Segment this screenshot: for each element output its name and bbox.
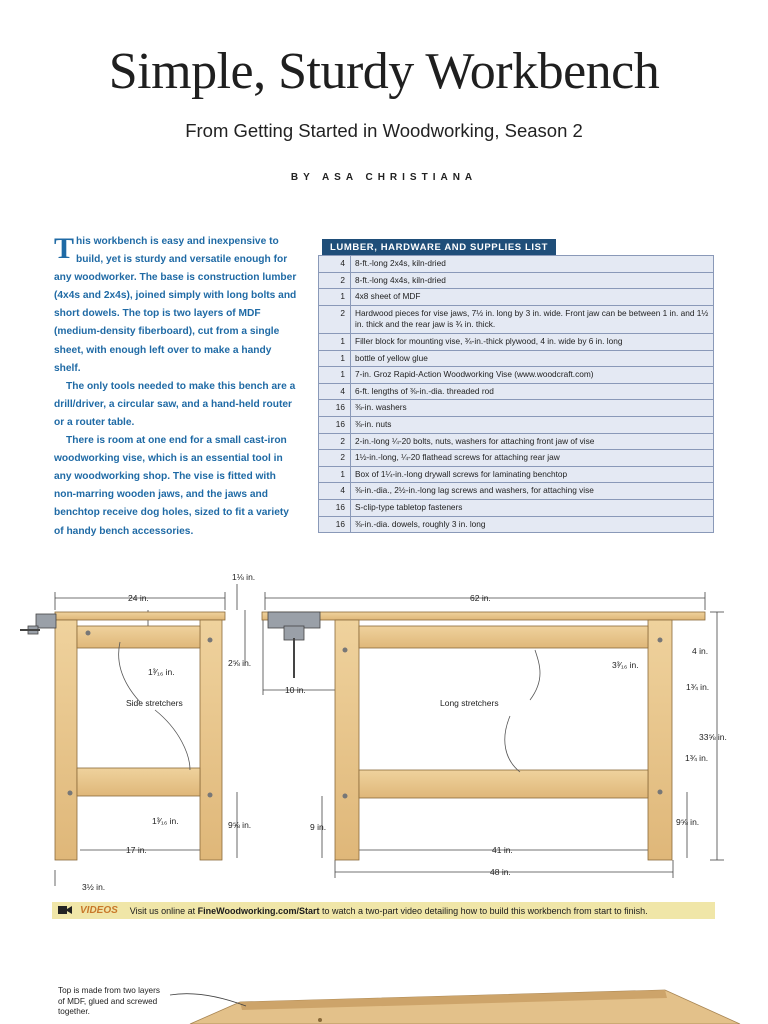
byline: BY ASA CHRISTIANA xyxy=(290,172,478,183)
supplies-item: ⅜-in.-dia. dowels, roughly 3 in. long xyxy=(351,516,714,533)
dim-side-top-thick: 1⅛ in. xyxy=(232,572,256,582)
supplies-row xyxy=(319,400,714,417)
supplies-row xyxy=(319,483,714,500)
dim-front-inner: 41 in. xyxy=(492,845,513,855)
supplies-item: bottle of yellow glue xyxy=(351,350,714,367)
videos-tag: VIDEOS xyxy=(80,905,118,916)
supplies-qty: 16 xyxy=(319,499,351,516)
intro-text xyxy=(54,233,299,541)
intro-paragraph-2: The only tools needed to make this bench are a drill/driver, a circular saw, and a hand-held router or a router table. xyxy=(54,380,296,428)
supplies-row xyxy=(319,256,714,273)
intro-paragraph-1 xyxy=(54,233,299,378)
front-vise xyxy=(268,612,320,678)
supplies-item: 7-in. Groz Rapid-Action Woodworking Vise (www.woodcraft.com) xyxy=(351,367,714,384)
side-vise xyxy=(20,614,56,634)
dim-front-overhang: 10 in. xyxy=(285,685,306,695)
supplies-item: 6-ft. lengths of ⅜-in.-dia. threaded rod xyxy=(351,383,714,400)
supplies-row xyxy=(319,433,714,450)
supplies-row xyxy=(319,450,714,467)
dim-front-e: 9 in. xyxy=(310,822,327,832)
supplies-qty: 1 xyxy=(319,367,351,384)
supplies-item: ⅜-in. washers xyxy=(351,400,714,417)
dim-front-f: 9⅝ in. xyxy=(676,817,700,827)
supplies-row xyxy=(319,272,714,289)
supplies-qty: 2 xyxy=(319,272,351,289)
supplies-row xyxy=(319,350,714,367)
supplies-row xyxy=(319,516,714,533)
supplies-qty: 4 xyxy=(319,256,351,273)
supplies-item: 2-in.-long ¼-20 bolts, nuts, washers for attaching front jaw of vise xyxy=(351,433,714,450)
supplies-row xyxy=(319,305,714,333)
dim-side-d: 9⅝ in. xyxy=(228,820,252,830)
supplies-row xyxy=(319,466,714,483)
dim-side-c: 1³⁄₁₆ in. xyxy=(152,816,179,826)
dim-side-b: 2⅝ in. xyxy=(228,658,252,668)
video-camera-icon xyxy=(58,905,72,915)
dim-front-d: 1¾ in. xyxy=(685,753,709,763)
videos-text-after: to watch a two-part video detailing how to build this workbench from start to finish. xyxy=(319,905,648,916)
supplies-item: ⅜-in.-dia., 2½-in.-long lag screws and washers, for attaching vise xyxy=(351,483,714,500)
supplies-row xyxy=(319,333,714,350)
article-title: Simple, Sturdy Workbench xyxy=(108,43,660,100)
label-side-stretchers: Side stretchers xyxy=(126,698,183,708)
intro-paragraph-1-text: his workbench is easy and inexpensive to build, yet is sturdy and versatile enough for any woodworker. The base is construction lumber (4x4s and 2x4s), joined simply with long bolts and short dowels. The top is two layers of MDF (medium-density fiberboard), cut from a single sheet, with enough left over to make a handy shelf. xyxy=(54,236,297,374)
workbench-diagram xyxy=(0,570,768,895)
article-subtitle: From Getting Started in Woodworking, Season 2 xyxy=(185,120,583,141)
videos-bar xyxy=(52,902,715,919)
supplies-item: Hardwood pieces for vise jaws, 7½ in. long by 3 in. wide. Front jaw can be between 1 in. and 1½ in. thick and the rear jaw is ¾ in. thick. xyxy=(351,305,714,333)
supplies-row xyxy=(319,383,714,400)
supplies-qty: 2 xyxy=(319,450,351,467)
supplies-table xyxy=(318,255,714,533)
supplies-item: 8-ft.-long 2x4s, kiln-dried xyxy=(351,256,714,273)
benchtop-note: Top is made from two layers of MDF, glued and screwed together. xyxy=(58,986,160,1016)
supplies-item: 4x8 sheet of MDF xyxy=(351,289,714,306)
supplies-header: LUMBER, HARDWARE AND SUPPLIES LIST xyxy=(322,239,556,255)
label-long-stretchers: Long stretchers xyxy=(440,698,499,708)
front-view-bench xyxy=(262,612,705,860)
intro-paragraph-3: There is room at one end for a small cast-iron woodworking vise, which is an essential tool in any woodworking shop. The vise is fitted with non-marring wooden jaws, and the jaws and benchtop receive dog holes, sized to fit a variety of handy bench accessories. xyxy=(54,435,289,537)
supplies-qty: 4 xyxy=(319,383,351,400)
supplies-item: ⅜-in. nuts xyxy=(351,416,714,433)
videos-text xyxy=(130,906,648,916)
supplies-qty: 2 xyxy=(319,433,351,450)
dim-front-length: 62 in. xyxy=(470,593,491,603)
supplies-item: S-clip-type tabletop fasteners xyxy=(351,499,714,516)
dim-front-c: 1¾ in. xyxy=(686,682,710,692)
dim-front-outer: 48 in. xyxy=(490,867,511,877)
supplies-qty: 1 xyxy=(319,289,351,306)
supplies-qty: 16 xyxy=(319,416,351,433)
supplies-item: Filler block for mounting vise, ¾-in.-thick plywood, 4 in. wide by 6 in. long xyxy=(351,333,714,350)
dim-front-b: 4 in. xyxy=(692,646,709,656)
supplies-item: 1½-in.-long, ¼-20 flathead screws for attaching rear jaw xyxy=(351,450,714,467)
dim-side-a: 1³⁄₁₆ in. xyxy=(148,667,175,677)
supplies-row xyxy=(319,289,714,306)
dim-front-a: 3³⁄₁₆ in. xyxy=(612,660,639,670)
supplies-qty: 2 xyxy=(319,305,351,333)
videos-link[interactable]: FineWoodworking.com/Start xyxy=(197,905,320,916)
dim-side-leg: 3½ in. xyxy=(82,882,106,892)
dim-side-inner: 17 in. xyxy=(126,845,147,855)
dropcap: T xyxy=(54,232,75,265)
supplies-qty: 1 xyxy=(319,333,351,350)
dim-front-height: 33⅝ in. xyxy=(699,732,727,742)
supplies-qty: 1 xyxy=(319,350,351,367)
supplies-qty: 1 xyxy=(319,466,351,483)
supplies-qty: 16 xyxy=(319,400,351,417)
supplies-row xyxy=(319,499,714,516)
supplies-qty: 4 xyxy=(319,483,351,500)
supplies-qty: 16 xyxy=(319,516,351,533)
dim-side-width: 24 in. xyxy=(128,593,149,603)
supplies-row xyxy=(319,367,714,384)
supplies-list xyxy=(318,237,714,533)
supplies-item: 8-ft.-long 4x4s, kiln-dried xyxy=(351,272,714,289)
supplies-item: Box of 1¼-in.-long drywall screws for laminating benchtop xyxy=(351,466,714,483)
side-view-bench xyxy=(55,612,225,860)
supplies-row xyxy=(319,416,714,433)
videos-text-before: Visit us online at xyxy=(129,905,198,916)
